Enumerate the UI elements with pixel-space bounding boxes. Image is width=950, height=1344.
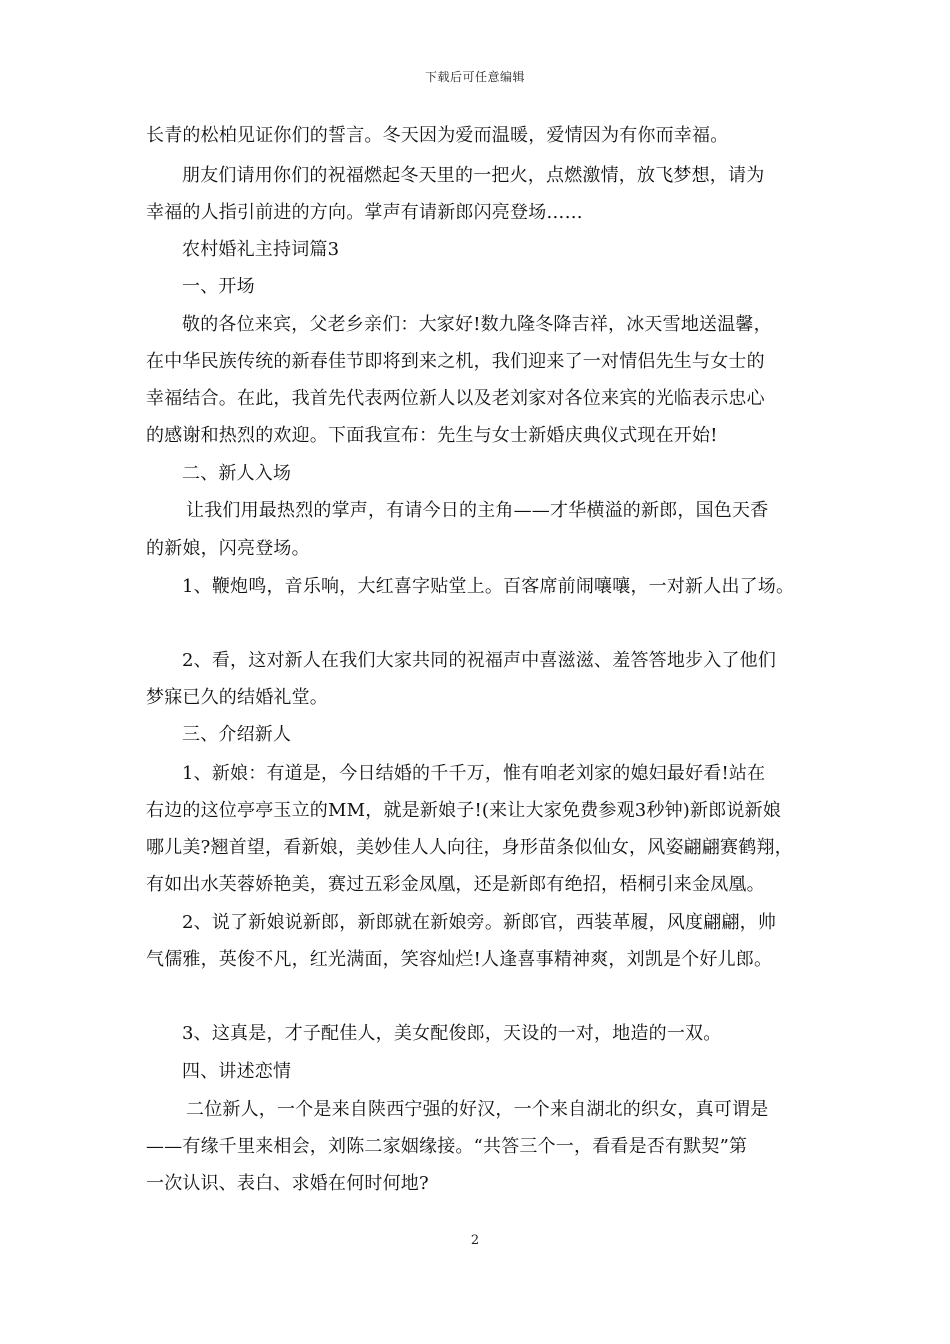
text-line: 朋友们请用你们的祝福燃起冬天里的一把火，点燃激情，放飞梦想，请为 [182,165,765,186]
text-line: 幸福结合。在此，我首先代表两位新人以及老刘家对各位来宾的光临表示忠心 [146,388,765,409]
text-line: ——有缘千里来相会，刘陈二家姻缘接。“共答三个一，看看是否有默契”第 [146,1136,748,1157]
text-line: 气儒雅，英俊不凡，红光满面，笑容灿烂!人逢喜事精神爽，刘凯是个好儿郎。 [146,949,773,970]
text-line: 2、说了新娘说新郎，新郎就在新娘旁。新郎官，西装革履，风度翩翩，帅 [182,912,777,933]
text-line: 在中华民族传统的新春佳节即将到来之机，我们迎来了一对情侣先生与女士的 [146,351,765,372]
text-line: 3、这真是，才子配佳人，美女配俊郎，天设的一对，地造的一双。 [182,1023,722,1044]
text-line: 2、看，这对新人在我们大家共同的祝福声中喜滋滋、羞答答地步入了他们 [182,650,777,671]
section-heading: 一、开场 [182,276,255,297]
section-heading: 三、介绍新人 [182,724,292,745]
text-line: 敬的各位来宾，父老乡亲们：大家好!数九隆冬降吉祥，冰天雪地送温馨， [182,314,772,335]
page-header: 下载后可任意编辑 [424,70,525,84]
text-line: 一次认识、表白、求婚在何时何地? [146,1173,429,1194]
text-line: 的新娘，闪亮登场。 [146,538,310,559]
text-line: 二位新人，一个是来自陕西宁强的好汉，一个来自湖北的织女，真可谓是 [186,1099,769,1120]
text-line: 幸福的人指引前进的方向。掌声有请新郎闪亮登场…… [146,202,583,223]
section-title: 农村婚礼主持词篇3 [182,239,340,260]
section-heading: 四、讲述恋情 [182,1061,292,1082]
text-line: 让我们用最热烈的掌声，有请今日的主角——才华横溢的新郎，国色天香 [186,500,769,521]
text-line: 长青的松柏见证你们的誓言。冬天因为爱而温暖，爱情因为有你而幸福。 [146,125,729,146]
text-line: 哪儿美?翘首望，看新娘，美妙佳人人向往，身形苗条似仙女，风姿翩翩赛鹤翔， [146,837,793,858]
text-line: 1、鞭炮鸣，音乐响，大红喜字贴堂上。百客席前闹嚷嚷，一对新人出了场。 [182,576,795,597]
text-line: 的感谢和热烈的欢迎。下面我宣布：先生与女士新婚庆典仪式现在开始! [146,425,718,446]
section-heading: 二、新人入场 [182,463,292,484]
text-line: 1、新娘：有道是，今日结婚的千千万，惟有咱老刘家的媳妇最好看!站在 [182,763,766,784]
text-line: 有如出水芙蓉娇艳美，赛过五彩金凤凰，还是新郎有绝招，梧桐引来金凤凰。 [146,874,765,895]
text-line: 梦寐已久的结婚礼堂。 [146,687,328,708]
page-number: 2 [470,1233,480,1248]
text-line: 右边的这位亭亭玉立的MM，就是新娘子!(来让大家免费参观3秒钟)新郎说新娘 [146,800,781,821]
